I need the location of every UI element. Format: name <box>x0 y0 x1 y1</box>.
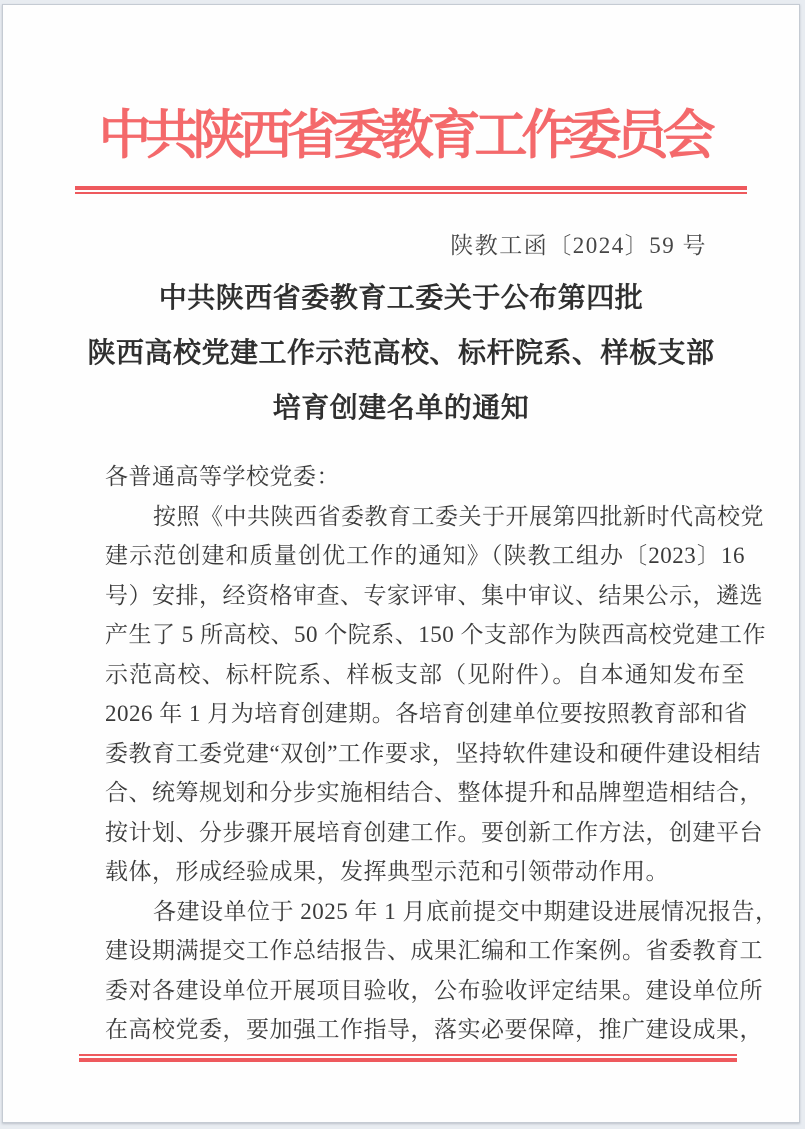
document-number: 陕教工函〔2024〕59 号 <box>450 233 707 258</box>
title-line: 陕西高校党建工作示范高校、标杆院系、样板支部 <box>87 338 715 369</box>
body-line: 载体，形成经验成果，发挥典型示范和引领带动作用。 <box>105 859 669 884</box>
body-line: 按照《中共陕西省委教育工委关于开展第四批新时代高校党 <box>153 503 764 529</box>
title-line: 培育创建名单的通知 <box>272 393 530 424</box>
body-line: 委教育工委党建“双创”工作要求，坚持软件建设和硬件建设相结 <box>105 740 761 766</box>
document-page <box>2 4 800 1123</box>
title-line: 中共陕西省委教育工委关于公布第四批 <box>158 283 644 314</box>
body-line: 合、统筹规划和分步实施相结合、整体提升和品牌塑造相结合， <box>105 780 763 805</box>
body-line: 按计划、分步骤开展培育创建工作。要创新工作方法，创建平台 <box>105 819 763 845</box>
salutation: 各普通高等学校党委： <box>105 464 340 489</box>
letterhead-rule <box>75 186 747 194</box>
body-line: 委对各建设单位开展项目验收，公布验收评定结果。建设单位所 <box>105 977 763 1003</box>
document-title <box>3 271 799 436</box>
body-line: 在高校党委，要加强工作指导，落实必要保障，推广建设成果， <box>105 1017 763 1042</box>
body-line: 产生了 5 所高校、50 个院系、150 个支部作为陕西高校党建工作 <box>105 622 766 647</box>
body-line: 号）安排，经资格审查、专家评审、集中审议、结果公示，遴选 <box>105 582 763 608</box>
body-line: 建示范创建和质量创优工作的通知》（陕教工组办〔2023〕16 <box>105 543 745 568</box>
body-line: 各建设单位于 2025 年 1 月底前提交中期建设进展情况报告， <box>153 898 779 924</box>
body-line: 建设期满提交工作总结报告、成果汇编和工作案例。省委教育工 <box>105 938 763 963</box>
letterhead-title: 中共陕西省委教育工作委员会 <box>98 107 710 165</box>
body-line: 示范高校、标杆院系、样板支部（见附件）。自本通知发布至 <box>105 661 745 687</box>
footer-rule <box>79 1054 737 1062</box>
document-body <box>105 457 779 1050</box>
body-line: 2026 年 1 月为培育创建期。各培育创建单位要按照教育部和省 <box>105 701 748 726</box>
